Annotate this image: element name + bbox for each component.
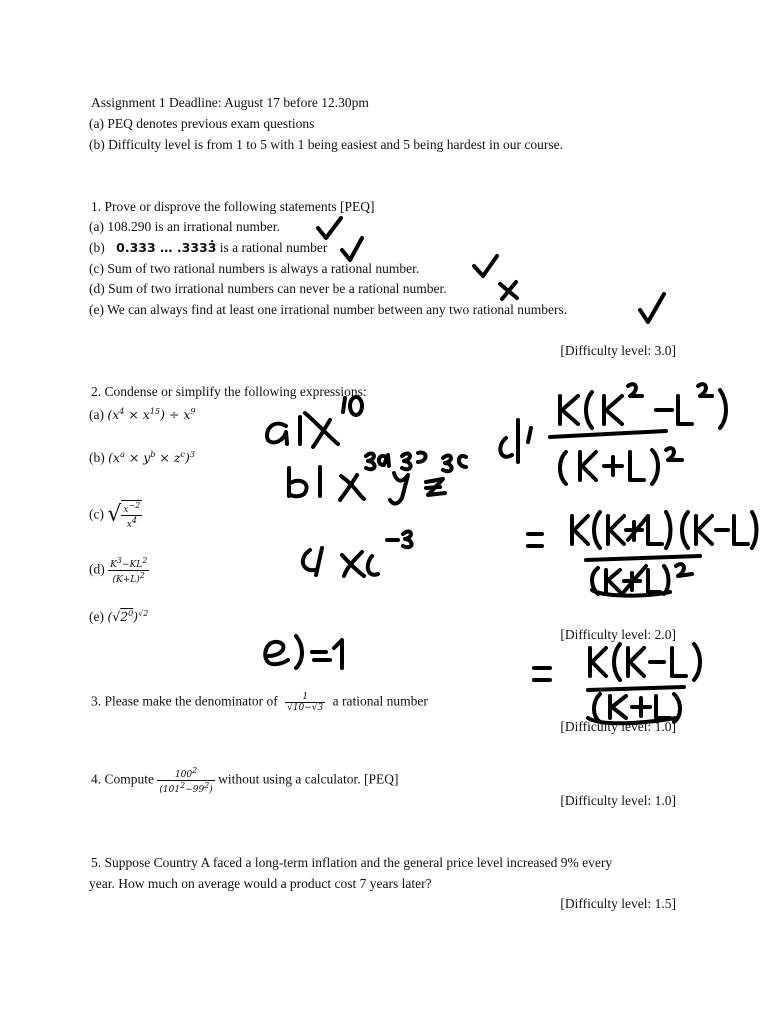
- q2-item-e: (e) $(√2^0)^{√2}$: [89, 609, 149, 625]
- q3-difficulty: [Difficulty level: 1.0]: [560, 719, 676, 734]
- check-mark-icon: [474, 256, 497, 276]
- q5-line2: year. How much on average would a product cost 7 years later?: [89, 876, 432, 891]
- q1-item-b-text: is a rational number: [219, 240, 328, 255]
- q4-text: 4. Compute $\frac{100^2}{(101^2-99^2)}$ without using a calculator. [PEQ]: [91, 766, 399, 795]
- header-note-peq: (a) PEQ denotes previous exam questions: [89, 116, 315, 131]
- q4-fraction: $\frac{100^2}{(101^2-99^2)}$: [159, 766, 213, 795]
- cross-mark-icon: [500, 282, 517, 299]
- q1-title: 1. Prove or disprove the following statements [PEQ]: [91, 199, 375, 214]
- q2-item-a: (a) $(x^4 \times x^{15}) \div x^9$: [89, 407, 196, 423]
- q1-item-b-label: (b): [89, 240, 105, 255]
- answer-d-handwriting: [500, 384, 756, 723]
- assignment-header: Assignment 1 Deadline: August 17 before 12.30pm: [91, 95, 369, 110]
- q2-item-b: (b) $(x^a \times y^b \times z^c)^3$: [89, 450, 195, 466]
- answer-a-handwriting: [267, 397, 362, 447]
- q5-difficulty: [Difficulty level: 1.5]: [560, 896, 676, 911]
- q1-item-d: (d) Sum of two irrational numbers can never be a rational number.: [89, 281, 447, 296]
- answer-e-handwriting: [265, 636, 342, 668]
- q2-c-expression: √ $\frac{x^{-2}}{x^4}$: [107, 501, 141, 530]
- q1-item-a: (a) 108.290 is an irrational number.: [89, 219, 280, 234]
- q1-item-b: [89, 240, 327, 256]
- q2-b-expression: $(x^a \times y^b \times z^c)^3$: [108, 450, 195, 466]
- answer-b-handwriting: [289, 453, 466, 504]
- q1-item-b-number: 0.333 … .3333̇: [116, 240, 217, 255]
- q3-fraction: $\frac{1}{√10-√3}$: [287, 692, 324, 713]
- header-note-difficulty: (b) Difficulty level is from 1 to 5 with 1 being easiest and 5 being hardest in our course.: [89, 137, 564, 152]
- q5-line1: 5. Suppose Country A faced a long-term inflation and the general price level increased 9% every: [91, 855, 613, 870]
- q1-item-e: (e) We can always find at least one irrational number between any two rational numbers.: [89, 302, 568, 317]
- q2-d-expression: $\frac{K^3-KL^2}{(K+L)^2}$: [110, 556, 148, 585]
- q2-difficulty: [Difficulty level: 2.0]: [560, 627, 676, 642]
- q2-item-c: (c) √ $\frac{x^{-2}}{x^4}$: [89, 501, 141, 530]
- q1-difficulty: [Difficulty level: 3.0]: [560, 343, 676, 358]
- answer-c-handwriting: [303, 532, 412, 576]
- q2-item-d: (d) $\frac{K^3-KL^2}{(K+L)^2}$: [89, 556, 148, 585]
- q2-a-expression: $(x^4 \times x^{15}) \div x^9$: [107, 407, 196, 423]
- q2-e-expression: $(√2^0)^{√2}$: [107, 609, 149, 625]
- q1-item-c: (c) Sum of two rational numbers is always a rational number.: [89, 261, 420, 276]
- check-mark-icon: [640, 294, 664, 322]
- q2-title: 2. Condense or simplify the following expressions:: [91, 384, 367, 399]
- check-mark-icon: [342, 238, 362, 260]
- check-mark-icon: [318, 218, 341, 238]
- q4-difficulty: [Difficulty level: 1.0]: [560, 793, 676, 808]
- q3-text: 3. Please make the denominator of $\frac{1}{√10-√3}$ a rational number: [91, 692, 428, 713]
